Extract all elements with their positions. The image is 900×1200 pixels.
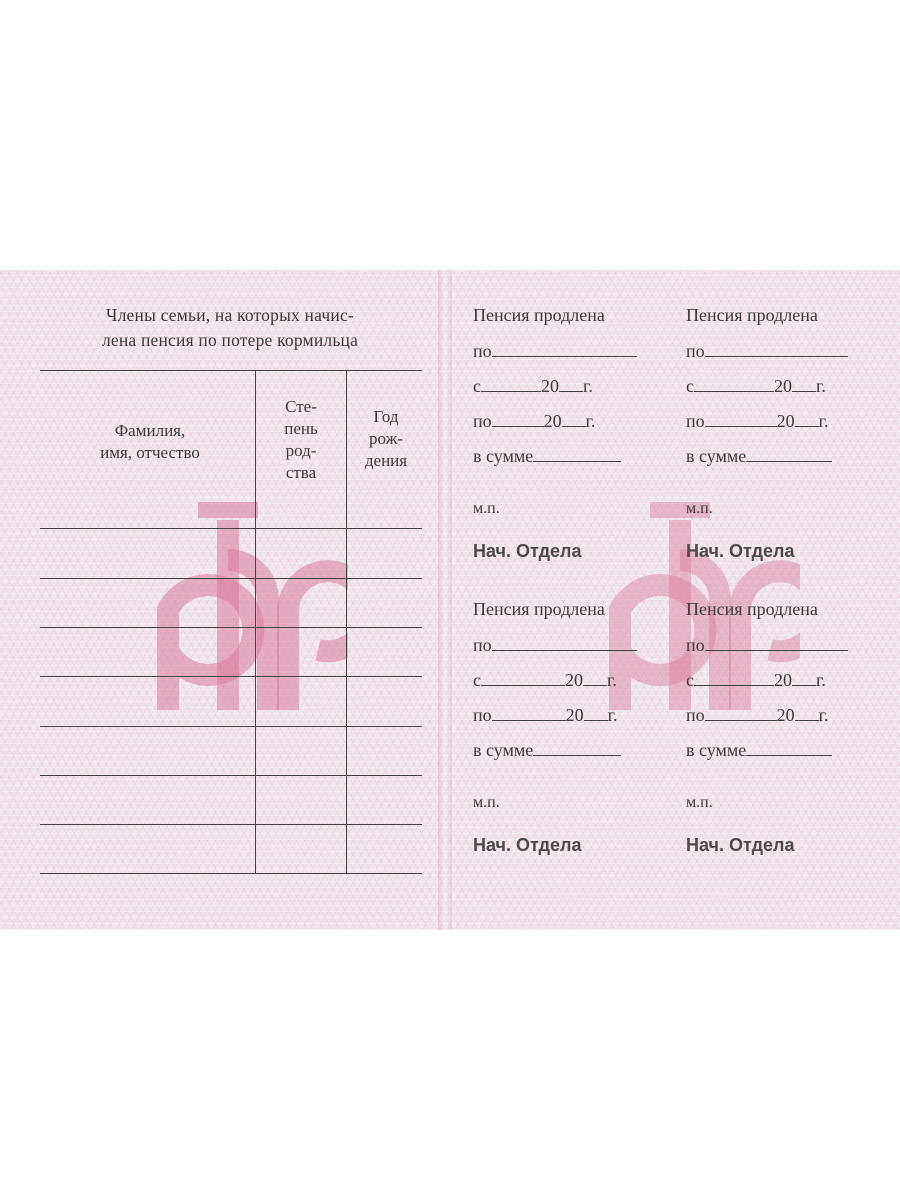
table-row [40,824,422,825]
year-prefix: 20 [774,376,792,396]
year-suffix: г. [816,670,826,690]
seal-label: м.п. [686,500,713,517]
table-row [40,627,422,628]
year-suffix: г. [585,411,596,431]
to-label: по [686,411,705,431]
table-row [40,726,422,727]
pfr-logo-watermark-left [108,490,348,720]
seal-label: м.п. [686,794,713,811]
sum-label: в сумме [473,446,534,466]
chief-signature-label: Нач. Отдела [473,835,582,855]
chief-signature-label: Нач. Отдела [686,835,795,855]
column-header-birth-year: Год рож- дения [364,407,408,470]
column-header-relationship: Сте- пень род- ства [284,397,318,482]
chief-signature-label: Нач. Отдела [473,541,582,561]
year-suffix: г. [607,705,618,725]
year-suffix: г. [607,670,617,690]
year-prefix: 20 [776,705,795,725]
renewal-title: Пенсия продлена [686,599,818,619]
sum-label: в сумме [473,740,534,760]
from-label: с [686,376,694,396]
table-row [40,578,422,579]
from-label: с [686,670,694,690]
family-members-heading-line2: лена пенсия по потере кормильца [101,330,359,350]
year-prefix: 20 [565,705,584,725]
page-fold [438,270,452,930]
year-prefix: 20 [776,411,795,431]
renewal-title: Пенсия продлена [473,599,605,619]
to-label: по [473,411,492,431]
year-suffix: г. [583,376,593,396]
sum-label: в сумме [686,446,747,466]
seal-label: м.п. [473,500,500,517]
table-row [40,528,422,529]
table-row [40,873,422,874]
year-suffix: г. [818,411,829,431]
family-members-heading-line1: Члены семьи, на которых начис- [106,305,354,325]
from-label: с [473,670,481,690]
year-prefix: 20 [774,670,792,690]
by-label: по [686,635,705,655]
renewal-title: Пенсия продлена [473,305,605,325]
to-label: по [473,705,492,725]
renewal-title: Пенсия продлена [686,305,818,325]
from-label: с [473,376,481,396]
year-prefix: 20 [543,411,562,431]
year-suffix: г. [818,705,829,725]
to-label: по [686,705,705,725]
seal-label: м.п. [473,794,500,811]
year-prefix: 20 [565,670,583,690]
table-row [40,676,422,677]
by-label: по [686,341,705,361]
year-prefix: 20 [541,376,559,396]
column-header-full-name: Фамилия, имя, отчество [100,421,200,462]
chief-signature-label: Нач. Отдела [686,541,795,561]
by-label: по [473,635,492,655]
table-row [40,775,422,776]
sum-label: в сумме [686,740,747,760]
by-label: по [473,341,492,361]
year-suffix: г. [816,376,826,396]
